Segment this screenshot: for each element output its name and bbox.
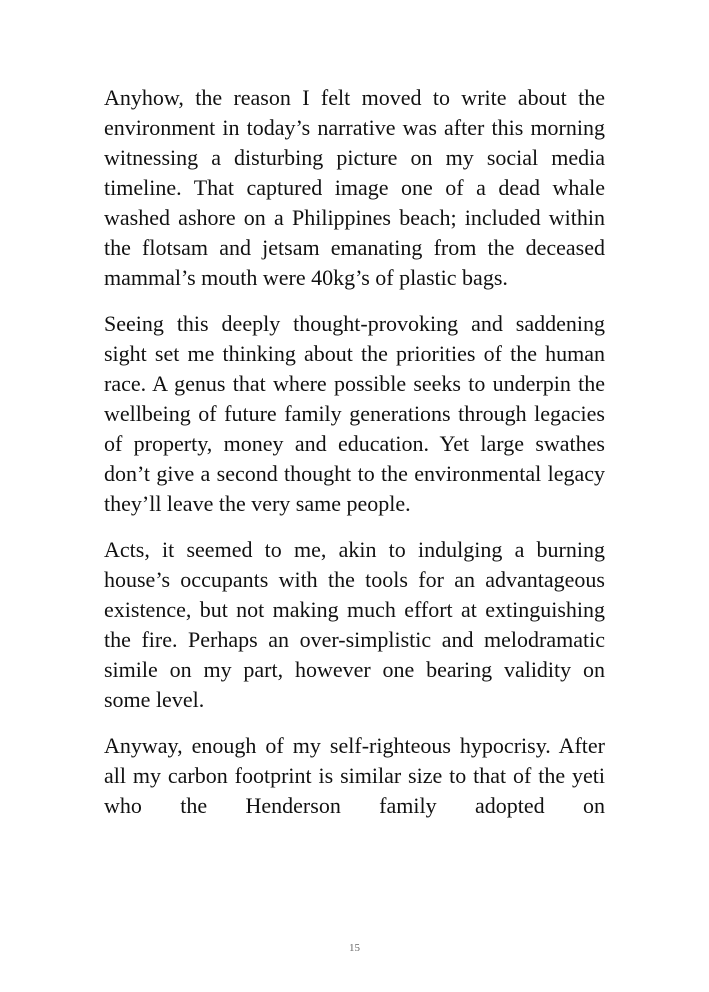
page-number: 15 bbox=[349, 942, 360, 954]
body-text bbox=[104, 83, 605, 837]
paragraph-1: Anyhow, the reason I felt moved to write about the environment in today’s narrative was after this morning witnessing a disturbing picture on my social media timeline. That captured image one of a dead whale washed ashore on a Philippines beach; included within the flotsam and jetsam emanating from the deceased mammal’s mouth were 40kg’s of plastic bags. bbox=[104, 85, 605, 290]
paragraph-2: Seeing this deeply thought-provoking and saddening sight set me thinking about the priorities of the human race. A genus that where possible seeks to underpin the wellbeing of future family generations through legacies of property, money and education. Yet large swathes don’t give a second thought to the environmental legacy they’ll leave the very same people. bbox=[104, 311, 605, 516]
paragraph-4: Anyway, enough of my self-righteous hypocrisy. After all my carbon footprint is similar size to that of the yeti who the Henderson family adopted on bbox=[104, 733, 605, 818]
paragraph-3: Acts, it seemed to me, akin to indulging a burning house’s occupants with the tools for an advantageous existence, but not making much effort at extinguishing the fire. Perhaps an over-simplistic and melodramatic simile on my part, however one bearing validity on some level. bbox=[104, 537, 605, 712]
